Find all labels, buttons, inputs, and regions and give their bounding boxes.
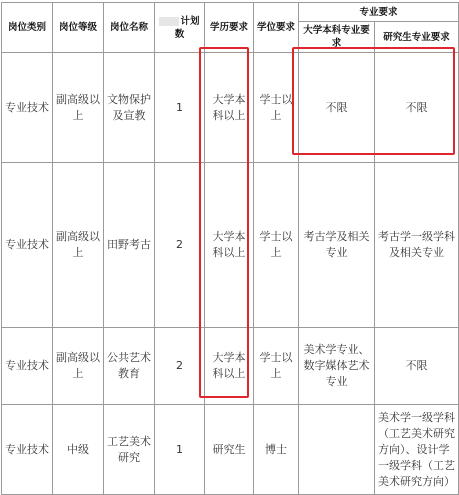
- redacted-mark: [159, 17, 179, 26]
- cell-grad-major: 美术学一级学科（工艺美术研究方向）、设计学一级学科（工艺美术研究方向）: [375, 405, 459, 495]
- header-undergrad-major: 大学本科专业要求: [299, 22, 375, 53]
- recruitment-table: [1, 2, 459, 495]
- table-row: [2, 405, 459, 495]
- cell-degree: 学士以上: [254, 328, 299, 405]
- cell-count: 2: [155, 328, 205, 405]
- header-name: 岗位名称: [104, 3, 155, 53]
- cell-category: 专业技术: [2, 163, 53, 328]
- cell-undergrad-major: 美术学专业、数字媒体艺术专业: [299, 328, 375, 405]
- cell-name: 工艺美术研究: [104, 405, 155, 495]
- header-count-label: 计划数: [174, 15, 200, 40]
- cell-name: 田野考古: [104, 163, 155, 328]
- cell-level: 中级: [53, 405, 104, 495]
- header-row-top: [2, 3, 459, 22]
- cell-education: 研究生: [205, 405, 254, 495]
- cell-undergrad-major: 考古学及相关专业: [299, 163, 375, 328]
- header-grad-major: 研究生专业要求: [375, 22, 459, 53]
- table-row: [2, 328, 459, 405]
- header-major-group: 专业要求: [299, 3, 459, 22]
- table-row: [2, 163, 459, 328]
- cell-degree: 博士: [254, 405, 299, 495]
- table-row: [2, 53, 459, 163]
- cell-level: 副高级以上: [53, 163, 104, 328]
- cell-count: 2: [155, 163, 205, 328]
- cell-undergrad-major: [299, 405, 375, 495]
- cell-level: 副高级以上: [53, 53, 104, 163]
- cell-category: 专业技术: [2, 405, 53, 495]
- cell-grad-major: 考古学一级学科及相关专业: [375, 163, 459, 328]
- header-category: 岗位类别: [2, 3, 53, 53]
- cell-count: 1: [155, 53, 205, 163]
- cell-category: 专业技术: [2, 53, 53, 163]
- cell-level: 副高级以上: [53, 328, 104, 405]
- cell-degree: 学士以上: [254, 163, 299, 328]
- header-degree: 学位要求: [254, 3, 299, 53]
- header-level: 岗位等级: [53, 3, 104, 53]
- cell-education: 大学本科以上: [205, 53, 254, 163]
- cell-grad-major: 不限: [375, 328, 459, 405]
- cell-education: 大学本科以上: [205, 328, 254, 405]
- cell-category: 专业技术: [2, 328, 53, 405]
- cell-education: 大学本科以上: [205, 163, 254, 328]
- cell-name: 文物保护及宣教: [104, 53, 155, 163]
- header-education: 学历要求: [205, 3, 254, 53]
- cell-name: 公共艺术教育: [104, 328, 155, 405]
- header-count: [155, 3, 205, 53]
- cell-undergrad-major: 不限: [299, 53, 375, 163]
- cell-grad-major: 不限: [375, 53, 459, 163]
- cell-degree: 学士以上: [254, 53, 299, 163]
- cell-count: 1: [155, 405, 205, 495]
